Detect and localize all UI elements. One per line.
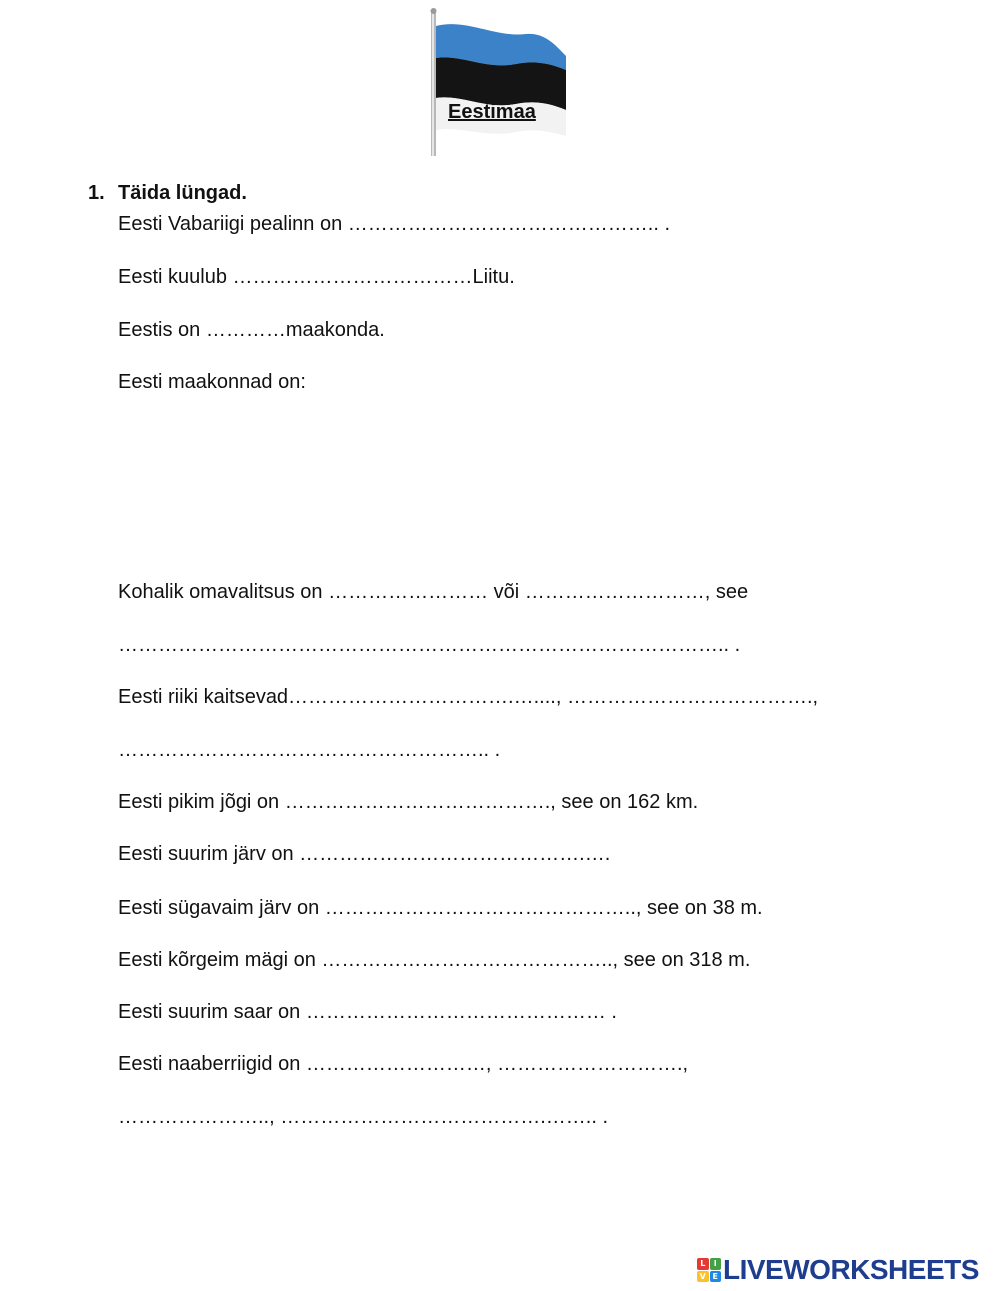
task-heading [88, 182, 247, 205]
worksheet-line-municipality-cont: ……………………………………………………………………………….. . [118, 634, 741, 656]
worksheet-line-defence: Eesti riiki kaitsevad…………………………….…...., ………………………………., [118, 686, 819, 708]
worksheet-line-capital: Eesti Vabariigi pealinn on ……………………………………….. . [118, 213, 671, 235]
brand-name: LIVEWORKSHEETS [723, 1254, 979, 1285]
worksheet-line-neighbours: Eesti naaberriigid on ………………………, ………………………., [118, 1053, 689, 1075]
task-number: 1. [88, 182, 105, 204]
worksheet-line-union: Eesti kuulub ………………………………Liitu. [118, 266, 515, 288]
worksheet-line-largest-lake: Eesti suurim järv on …………………………………….…. [118, 843, 611, 865]
liveworksheets-logo [697, 1256, 979, 1284]
estonia-flag [426, 8, 574, 158]
worksheet-line-longest-river: Eesti pikim jõgi on …………………………………., see on 162 km. [118, 791, 699, 813]
flag-label: Eestimaa [448, 101, 536, 123]
worksheet-line-defence-cont: ……………………………………………….. . [118, 739, 501, 761]
worksheet-line-deepest-lake: Eesti sügavaim järv on ……………………………………….., see on 38 m. [118, 897, 763, 919]
worksheet-line-counties-count: Eestis on …………maakonda. [118, 319, 385, 341]
worksheet-line-highest-hill: Eesti kõrgeim mägi on …………………………………….., see on 318 m. [118, 949, 751, 971]
flag-icon [426, 8, 574, 158]
task-title: Täida lüngad. [118, 182, 247, 204]
worksheet-line-counties: Eesti maakonnad on: [118, 371, 306, 393]
worksheet-line-neighbours-cont: ………………….., ………………………………….…….. . [118, 1106, 609, 1128]
liveworksheets-logo-icon: L I V E [697, 1258, 721, 1282]
worksheet-line-municipality: Kohalik omavalitsus on …………………… või ………………………, see [118, 581, 749, 603]
worksheet-line-largest-island: Eesti suurim saar on ……………………………………… . [118, 1001, 617, 1023]
